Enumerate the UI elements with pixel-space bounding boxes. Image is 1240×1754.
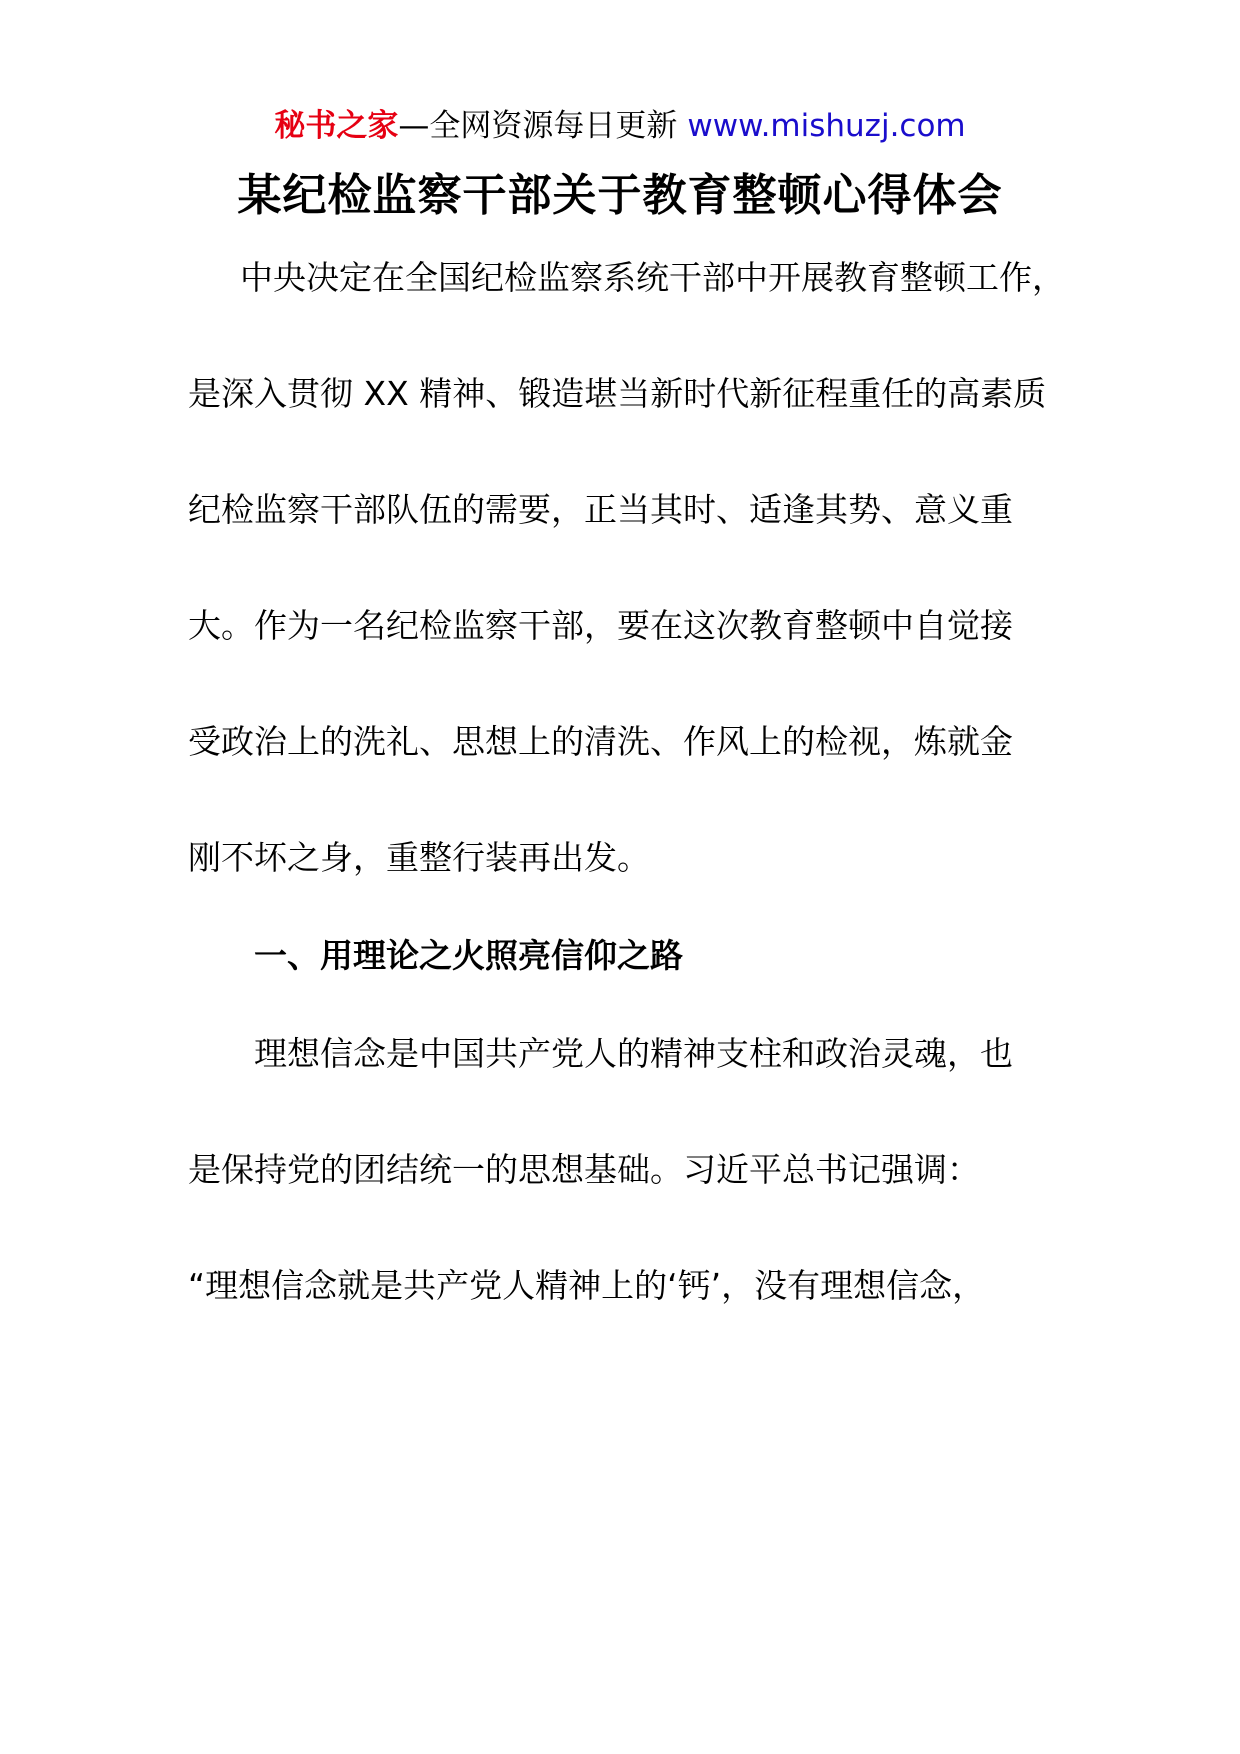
paragraph-line: 是保持党的团结统一的思想基础。习近平总书记强调： [188, 1150, 980, 1189]
paragraph-line: “理想信念就是共产党人精神上的‘钙’，没有理想信念， [188, 1266, 986, 1305]
paragraph-line: 是深入贯彻 XX 精神、锻造堪当新时代新征程重任的高素质 [188, 374, 1047, 413]
site-url-link[interactable]: www.mishuzj.com [687, 108, 966, 144]
brand-name: 秘书之家 [274, 108, 399, 144]
paragraph-line: 刚不坏之身，重整行装再出发。 [188, 838, 650, 877]
paragraph-line: 受政治上的洗礼、思想上的清洗、作风上的检视，炼就金 [188, 722, 1013, 761]
site-header [0, 104, 1240, 148]
document-title: 某纪检监察干部关于教育整顿心得体会 [237, 170, 1003, 221]
header-tagline: —全网资源每日更新 [398, 108, 678, 144]
paragraph-line: 理想信念是中国共产党人的精神支柱和政治灵魂，也 [254, 1034, 1013, 1073]
section-heading: 一、用理论之火照亮信仰之路 [254, 936, 683, 975]
paragraph-line: 中央决定在全国纪检监察系统干部中开展教育整顿工作， [240, 258, 1065, 297]
paragraph-line: 大。作为一名纪检监察干部，要在这次教育整顿中自觉接 [188, 606, 1013, 645]
paragraph-line: 纪检监察干部队伍的需要，正当其时、适逢其势、意义重 [188, 490, 1013, 529]
